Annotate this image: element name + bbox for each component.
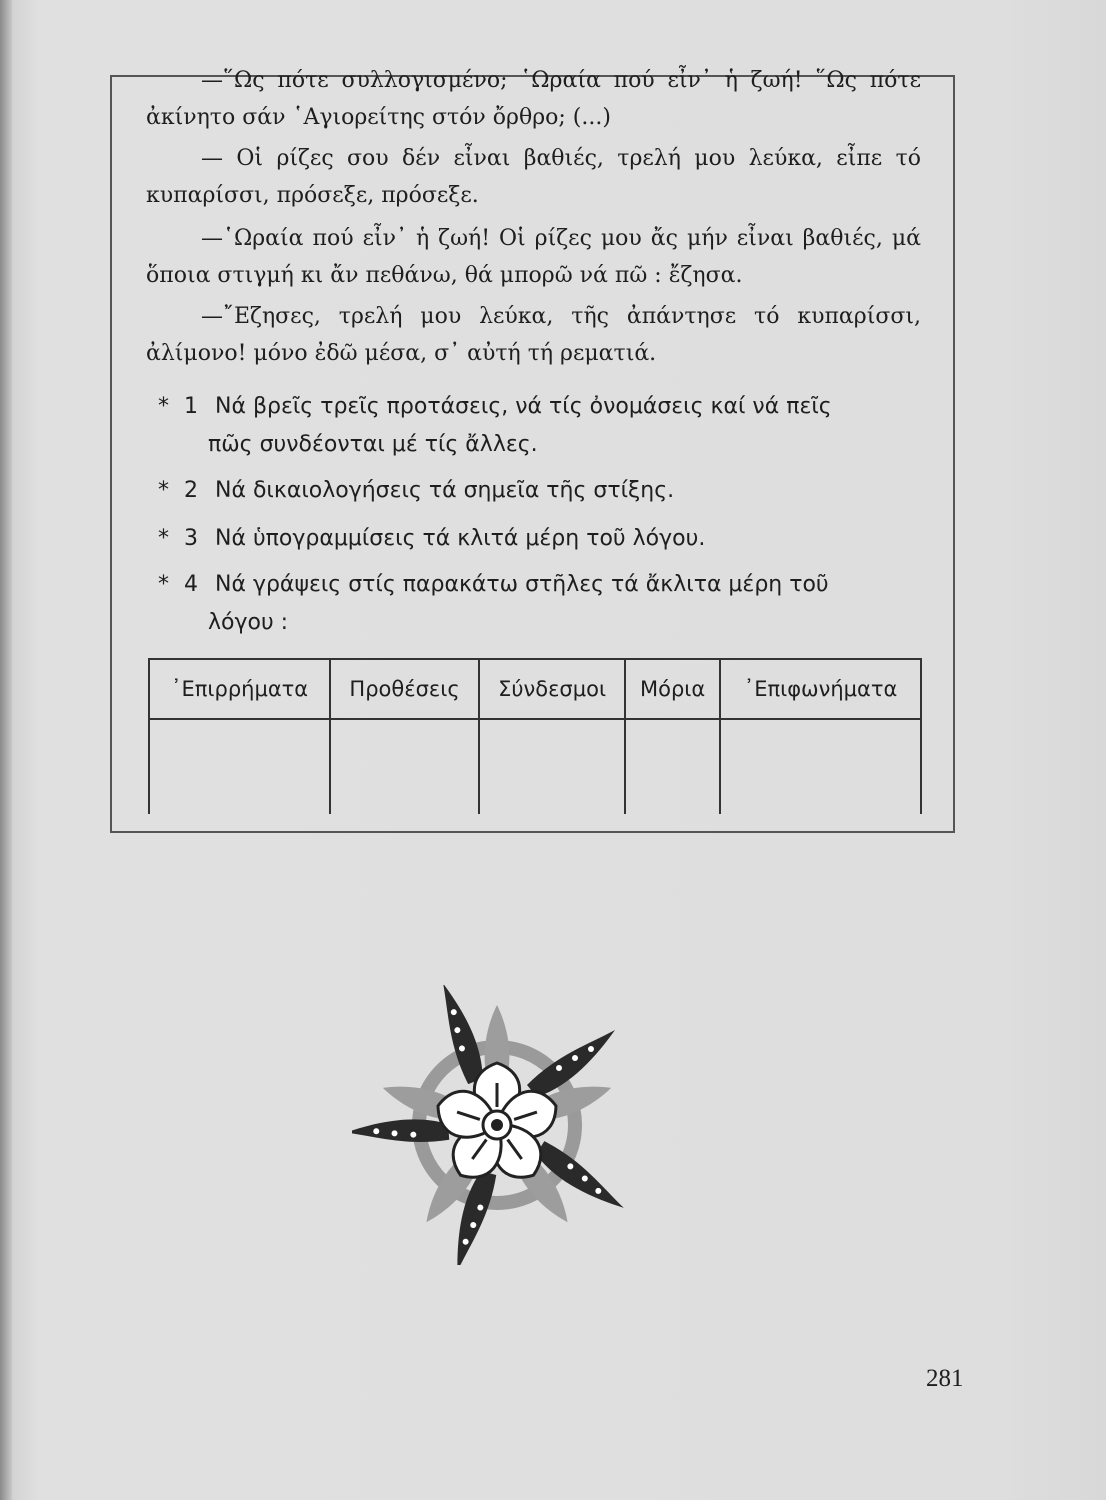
answer-cell-adverbs [149, 719, 330, 814]
table-row [149, 719, 921, 814]
question-text: Νά δικαιολογήσεις τά σημεῖα τῆς στίξης. [215, 478, 675, 503]
question-2 [158, 472, 928, 510]
passage-paragraph-3: —῾Ωραία πού εἶν᾿ ἡ ζωή! Οἱ ρίζες μου ἄς μήν εἶναι βαθιές, μά ὅποια στιγμή κι ἄν πεθάνω, θά μπορῶ νά πῶ : ἔζησα. [146, 226, 921, 288]
passage-paragraph-1: —῞Ως πότε συλλογισμένο; ῾Ωραία πού εἶν᾿ ἡ ζωή! ῞Ως πότε ἀκίνητο σάν ῾Αγιορείτης στόν ὄρθρο; (...) [146, 68, 921, 130]
passage-paragraph-2: — Οἱ ρίζες σου δέν εἶναι βαθιές, τρελή μου λεύκα, εἶπε τό κυπαρίσσι, πρόσεξε, πρόσεξε. [146, 146, 921, 208]
question-number: 3 [184, 526, 198, 551]
binding-edge [0, 0, 12, 1500]
header-prepositions: Προθέσεις [330, 659, 479, 719]
question-star: * [158, 478, 169, 503]
question-number: 1 [184, 394, 198, 419]
question-text: Νά βρεῖς τρεῖς προτάσεις, νά τίς ὀνομάσεις καί νά πεῖς [215, 394, 832, 419]
question-3 [158, 520, 928, 558]
passage-paragraph-4: —῎Εζησες, τρελή μου λεύκα, τῆς ἀπάντησε τό κυπαρίσσι, ἀλίμονο! μόνο ἐδῶ μέσα, σ᾿ αὐτή τή ρεματιά. [146, 304, 921, 366]
parts-of-speech-table [148, 658, 922, 814]
answer-cell-conjunctions [479, 719, 625, 814]
answer-cell-interjections [720, 719, 921, 814]
page-number: 281 [926, 1365, 964, 1392]
question-text: Νά ὑπογραμμίσεις τά κλιτά μέρη τοῦ λόγου. [215, 526, 706, 551]
question-text-continued: πῶς συνδέονται μέ τίς ἄλλες. [208, 432, 538, 457]
answer-cell-particles [625, 719, 720, 814]
flower-ornament-icon [352, 985, 642, 1265]
table-header-row [149, 659, 921, 719]
header-interjections: ᾿Επιφωνήματα [720, 659, 921, 719]
header-adverbs: ᾿Επιρρήματα [149, 659, 330, 719]
question-4 [158, 566, 928, 642]
header-conjunctions: Σύνδεσμοι [479, 659, 625, 719]
question-number: 4 [184, 572, 198, 597]
question-star: * [158, 572, 169, 597]
question-star: * [158, 526, 169, 551]
header-particles: Μόρια [625, 659, 720, 719]
answer-cell-prepositions [330, 719, 479, 814]
question-star: * [158, 394, 169, 419]
question-text-continued: λόγου : [208, 610, 289, 635]
question-text: Νά γράψεις στίς παρακάτω στῆλες τά ἄκλιτα μέρη τοῦ [215, 572, 829, 597]
question-1 [158, 388, 928, 464]
question-number: 2 [184, 478, 198, 503]
